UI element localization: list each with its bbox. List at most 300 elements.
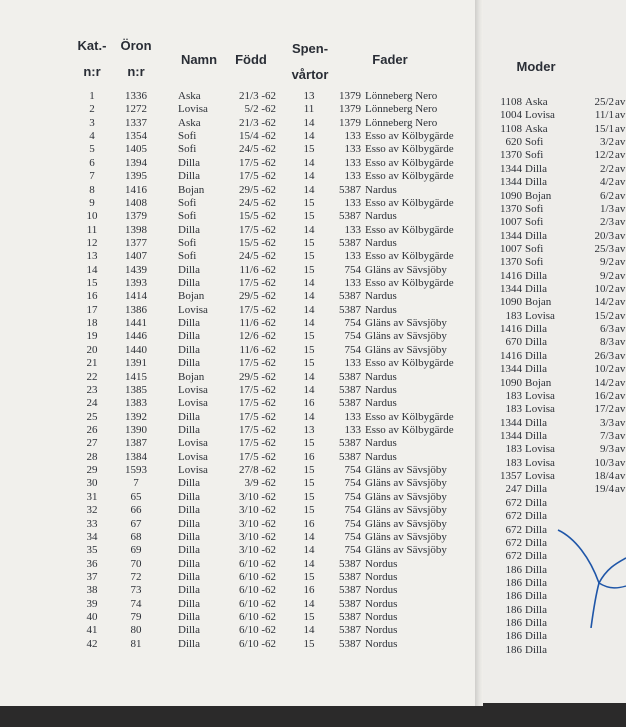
table-row — [0, 117, 476, 130]
cell-fodd: 17/5 -62 — [239, 277, 276, 290]
table-row — [0, 504, 476, 517]
cell-namn: Dilla — [178, 624, 200, 637]
cell-kat: 38 — [86, 584, 98, 597]
cell-spen: 14 — [303, 183, 315, 196]
cell-spen: 14 — [303, 223, 315, 236]
moder-cell-av: av — [615, 443, 626, 456]
moder-cell-av: av — [615, 389, 626, 402]
moder-cell-name: Dilla — [525, 323, 547, 336]
cell-fader: Esso av Kölbygärde — [365, 170, 454, 183]
cell-kat: 33 — [86, 517, 98, 530]
cell-oron: 65 — [130, 490, 142, 503]
cell-spen: 14 — [303, 370, 315, 383]
cell-namn: Dilla — [178, 517, 200, 530]
cell-kat: 1 — [89, 90, 95, 102]
moder-cell-av: av — [615, 336, 626, 349]
cell-namn: Dilla — [178, 557, 200, 570]
cell-kat: 34 — [86, 530, 98, 543]
cell-fader: Nordus — [365, 637, 398, 650]
cell-fader-nr: 133 — [344, 424, 361, 436]
cell-oron: 1337 — [125, 116, 147, 129]
cell-oron: 80 — [130, 624, 142, 637]
cell-fader-nr: 754 — [344, 544, 361, 557]
cell-fader: Nardus — [365, 290, 397, 303]
cell-oron: 7 — [133, 477, 139, 490]
cell-fodd: 29/5 -62 — [239, 183, 276, 196]
moder-cell-date: 9/3 — [599, 443, 614, 456]
cell-oron: 1398 — [125, 223, 147, 236]
moder-cell-date: 6/2 — [599, 189, 614, 202]
cell-fader-nr: 5387 — [339, 183, 361, 196]
moder-cell-name: Sofi — [525, 202, 544, 215]
cell-namn: Dilla — [178, 330, 200, 343]
moder-cell-date: 6/3 — [599, 323, 614, 336]
cell-spen: 15 — [303, 250, 315, 263]
cell-spen: 11 — [303, 103, 315, 116]
cell-namn: Aska — [178, 90, 201, 102]
moder-cell-date: 18/4 — [594, 470, 614, 483]
cell-kat: 24 — [86, 397, 98, 410]
cell-fader: Nordus — [365, 557, 398, 570]
cell-fodd: 15/4 -62 — [239, 130, 276, 143]
moder-cell-date: 12/2 — [594, 149, 614, 162]
moder-cell-name: Dilla — [525, 336, 547, 349]
moder-cell-name: Lovisa — [525, 443, 555, 456]
cell-fader: Gläns av Sävsjöby — [365, 544, 447, 557]
cell-kat: 28 — [86, 450, 98, 463]
moder-cell-name: Dilla — [525, 416, 547, 429]
cell-kat: 16 — [86, 290, 98, 303]
cell-kat: 14 — [86, 263, 98, 276]
moder-cell-name: Lovisa — [525, 389, 555, 402]
moder-cell-nr: 1007 — [500, 216, 522, 229]
moder-cell-date — [584, 630, 614, 643]
moder-cell-date: 26/3 — [594, 349, 614, 362]
cell-kat: 9 — [89, 196, 95, 209]
cell-kat: 25 — [86, 410, 98, 423]
moder-cell-date: 4/2 — [599, 176, 614, 189]
cell-spen: 15 — [303, 330, 315, 343]
cell-oron: 1414 — [125, 290, 147, 303]
cell-namn: Dilla — [178, 597, 200, 610]
table-row — [0, 224, 476, 237]
moder-cell-name: Dilla — [525, 603, 547, 616]
moder-cell-name: Dilla — [525, 550, 547, 563]
table-row — [0, 544, 476, 557]
table-row — [0, 157, 476, 170]
cell-oron: 79 — [130, 611, 142, 624]
cell-spen: 13 — [303, 424, 315, 436]
cell-fader: Gläns av Sävsjöby — [365, 343, 447, 356]
moder-cell-av: av — [615, 323, 626, 336]
cell-fader-nr: 5387 — [339, 290, 361, 303]
cell-namn: Aska — [178, 116, 201, 129]
cell-fader: Esso av Kölbygärde — [365, 424, 454, 436]
moder-cell-av: av — [615, 122, 626, 135]
cell-fader-nr: 133 — [344, 410, 361, 423]
moder-cell-av: av — [615, 269, 626, 282]
cell-fodd: 11/6 -62 — [239, 263, 276, 276]
cell-namn: Dilla — [178, 477, 200, 490]
cell-oron: 1390 — [125, 424, 147, 436]
moder-cell-name: Aska — [525, 96, 548, 108]
moder-cell-date: 10/2 — [594, 363, 614, 376]
cell-namn: Sofi — [178, 236, 197, 249]
table-row — [0, 357, 476, 370]
table-row — [0, 384, 476, 397]
cell-fodd: 21/3 -62 — [239, 90, 276, 102]
cell-namn: Dilla — [178, 570, 200, 583]
moder-cell-nr: 183 — [505, 456, 522, 469]
moder-cell-name: Dilla — [525, 643, 547, 656]
cell-oron: 1379 — [125, 210, 147, 223]
cell-namn: Dilla — [178, 156, 200, 169]
cell-fodd: 6/10 -62 — [239, 624, 276, 637]
cell-fodd: 24/5 -62 — [239, 196, 276, 209]
moder-cell-nr: 672 — [505, 536, 522, 549]
moder-cell-nr: 1344 — [500, 430, 522, 442]
cell-spen: 14 — [303, 410, 315, 423]
cell-fader-nr: 754 — [344, 343, 361, 356]
header-spen-line2: vårtor — [291, 67, 329, 82]
cell-fader-nr: 5387 — [339, 611, 361, 624]
moder-cell-av: av — [615, 109, 626, 122]
header-kat-line1: Kat.- — [77, 38, 107, 53]
moder-cell-name: Dilla — [525, 349, 547, 362]
moder-cell-av: av — [615, 189, 626, 202]
cell-kat: 31 — [86, 490, 98, 503]
header-kat — [72, 33, 112, 85]
moder-cell-av: av — [615, 483, 626, 496]
moder-cell-nr: 670 — [505, 336, 522, 349]
cell-spen: 14 — [303, 156, 315, 169]
moder-cell-date: 7/3 — [599, 430, 614, 442]
moder-cell-nr: 1344 — [500, 229, 522, 242]
moder-cell-nr: 1370 — [500, 149, 522, 162]
cell-kat: 27 — [86, 437, 98, 450]
cell-namn: Dilla — [178, 544, 200, 557]
cell-oron: 81 — [130, 637, 142, 650]
table-row — [0, 277, 476, 290]
cell-fader: Gläns av Sävsjöby — [365, 464, 447, 477]
cell-fader-nr: 754 — [344, 477, 361, 490]
cell-kat: 40 — [86, 611, 98, 624]
cell-fodd: 3/10 -62 — [239, 504, 276, 517]
cell-kat: 20 — [86, 343, 98, 356]
cell-fodd: 27/8 -62 — [239, 464, 276, 477]
moder-cell-name: Dilla — [525, 283, 547, 296]
cell-namn: Dilla — [178, 357, 200, 370]
moder-cell-date — [584, 497, 614, 510]
table-row — [0, 197, 476, 210]
cell-oron: 1336 — [125, 90, 147, 102]
cell-oron: 67 — [130, 517, 142, 530]
moder-cell-nr: 1344 — [500, 363, 522, 376]
cell-spen: 16 — [303, 397, 315, 410]
cell-fader-nr: 754 — [344, 530, 361, 543]
cell-fader: Esso av Kölbygärde — [365, 143, 454, 156]
cell-oron: 74 — [130, 597, 142, 610]
table-row — [0, 344, 476, 357]
cell-kat: 36 — [86, 557, 98, 570]
moder-cell-nr: 183 — [505, 389, 522, 402]
moder-cell-date: 17/2 — [594, 403, 614, 416]
cell-fodd: 6/10 -62 — [239, 557, 276, 570]
cell-oron: 70 — [130, 557, 142, 570]
moder-cell-date: 25/2 — [594, 96, 614, 108]
cell-fader: Gläns av Sävsjöby — [365, 504, 447, 517]
moder-cell-date: 3/2 — [599, 136, 614, 149]
table-row — [0, 638, 476, 651]
moder-cell-name: Lovisa — [525, 403, 555, 416]
cell-namn: Dilla — [178, 584, 200, 597]
moder-cell-name: Sofi — [525, 216, 544, 229]
moder-cell-nr: 1416 — [500, 269, 522, 282]
table-row — [0, 558, 476, 571]
cell-fader: Esso av Kölbygärde — [365, 156, 454, 169]
cell-oron: 1354 — [125, 130, 147, 143]
cell-fodd: 6/10 -62 — [239, 611, 276, 624]
moder-cell-nr: 1416 — [500, 349, 522, 362]
table-row — [0, 624, 476, 637]
cell-oron: 1386 — [125, 303, 147, 316]
moder-cell-nr: 183 — [505, 443, 522, 456]
moder-cell-name: Dilla — [525, 523, 547, 536]
moder-cell-name: Dilla — [525, 563, 547, 576]
cell-fader: Esso av Kölbygärde — [365, 196, 454, 209]
cell-fodd: 17/5 -62 — [239, 437, 276, 450]
cell-namn: Lovisa — [178, 103, 208, 116]
moder-cell-name: Dilla — [525, 496, 547, 509]
moder-cell-name: Aska — [525, 122, 548, 135]
cell-fader: Esso av Kölbygärde — [365, 130, 454, 143]
cell-fader-nr: 133 — [344, 130, 361, 143]
moder-cell-av: av — [615, 416, 626, 429]
cell-kat: 7 — [89, 170, 95, 183]
cell-oron: 1393 — [125, 277, 147, 290]
cell-fader-nr: 5387 — [339, 584, 361, 597]
moder-cell-av: av — [615, 229, 626, 242]
header-spen-line1: Spen- — [291, 41, 329, 56]
moder-cell-name: Bojan — [525, 189, 552, 202]
cell-namn: Bojan — [178, 290, 205, 303]
cell-spen: 14 — [303, 116, 315, 129]
cell-fader-nr: 754 — [344, 263, 361, 276]
moder-cell-nr: 1090 — [500, 376, 522, 389]
cell-namn: Dilla — [178, 170, 200, 183]
cell-oron: 1272 — [125, 103, 147, 116]
cell-fodd: 3/10 -62 — [239, 490, 276, 503]
cell-namn: Bojan — [178, 370, 205, 383]
table-row — [0, 598, 476, 611]
table-row — [0, 237, 476, 250]
cell-namn: Dilla — [178, 504, 200, 517]
moder-cell-date: 10/2 — [594, 283, 614, 296]
table-row — [0, 518, 476, 531]
cell-fodd: 17/5 -62 — [239, 223, 276, 236]
table-row — [0, 143, 476, 156]
cell-kat: 29 — [86, 464, 98, 477]
cell-fader: Lönneberg Nero — [365, 116, 438, 129]
cell-fader: Nardus — [365, 210, 397, 223]
cell-fodd: 17/5 -62 — [239, 303, 276, 316]
cell-fader: Gläns av Sävsjöby — [365, 477, 447, 490]
cell-fodd: 17/5 -62 — [239, 357, 276, 370]
cell-fader-nr: 133 — [344, 357, 361, 370]
moder-cell-nr: 1416 — [500, 323, 522, 336]
cell-oron: 1416 — [125, 183, 147, 196]
table-row — [0, 210, 476, 223]
cell-fader: Nardus — [365, 383, 397, 396]
cell-namn: Sofi — [178, 250, 197, 263]
moder-cell-nr: 186 — [505, 590, 522, 603]
moder-cell-nr: 186 — [505, 643, 522, 656]
table-row — [0, 250, 476, 263]
moder-cell-name: Lovisa — [525, 309, 555, 322]
cell-kat: 12 — [86, 236, 98, 249]
cell-fader-nr: 5387 — [339, 397, 361, 410]
cell-oron: 1439 — [125, 263, 147, 276]
moder-cell-nr: 247 — [505, 483, 522, 496]
moder-cell-av: av — [615, 376, 626, 389]
cell-fodd: 17/5 -62 — [239, 170, 276, 183]
cell-fader: Nardus — [365, 370, 397, 383]
cell-kat: 4 — [89, 130, 95, 143]
cell-fader: Nordus — [365, 624, 398, 637]
cell-fader-nr: 133 — [344, 156, 361, 169]
cell-fodd: 24/5 -62 — [239, 143, 276, 156]
cell-kat: 22 — [86, 370, 98, 383]
table-row — [0, 103, 476, 116]
cell-fader-nr: 754 — [344, 490, 361, 503]
cell-kat: 11 — [86, 223, 98, 236]
moder-cell-name: Dilla — [525, 483, 547, 496]
moder-cell-nr: 620 — [505, 136, 522, 149]
cell-namn: Dilla — [178, 424, 200, 436]
moder-cell-av: av — [615, 470, 626, 483]
cell-namn: Sofi — [178, 196, 197, 209]
cell-spen: 16 — [303, 517, 315, 530]
cell-fodd: 12/6 -62 — [239, 330, 276, 343]
cell-kat: 32 — [86, 504, 98, 517]
cell-kat: 2 — [89, 103, 95, 116]
moder-cell-date: 2/2 — [599, 162, 614, 175]
cell-fader-nr: 5387 — [339, 383, 361, 396]
moder-cell-date: 8/3 — [599, 336, 614, 349]
cell-fader-nr: 5387 — [339, 303, 361, 316]
cell-fader-nr: 5387 — [339, 437, 361, 450]
cell-oron: 1408 — [125, 196, 147, 209]
table-row — [0, 584, 476, 597]
moder-cell-nr: 1344 — [500, 162, 522, 175]
table-row — [0, 90, 476, 103]
cell-spen: 15 — [303, 464, 315, 477]
moder-cell-name: Dilla — [525, 162, 547, 175]
moder-cell-av: av — [615, 456, 626, 469]
cell-oron: 1383 — [125, 397, 147, 410]
table-row — [0, 170, 476, 183]
cell-fodd: 6/10 -62 — [239, 570, 276, 583]
moder-cell-av: av — [615, 242, 626, 255]
moder-cell-name: Sofi — [525, 256, 544, 269]
table-row — [0, 411, 476, 424]
cell-kat: 3 — [89, 116, 95, 129]
moder-cell-name: Lovisa — [525, 456, 555, 469]
cell-namn: Dilla — [178, 611, 200, 624]
moder-cell-nr: 1090 — [500, 189, 522, 202]
moder-cell-nr: 186 — [505, 617, 522, 630]
moder-cell-name: Lovisa — [525, 470, 555, 483]
header-namn: Namn — [180, 52, 218, 67]
moder-cell-av: av — [615, 149, 626, 162]
cell-spen: 14 — [303, 383, 315, 396]
cell-oron: 1593 — [125, 464, 147, 477]
cell-fader-nr: 5387 — [339, 624, 361, 637]
cell-fodd: 17/5 -62 — [239, 424, 276, 436]
cell-namn: Dilla — [178, 223, 200, 236]
cell-kat: 35 — [86, 544, 98, 557]
cell-kat: 42 — [86, 637, 98, 650]
cell-spen: 16 — [303, 450, 315, 463]
cell-fodd: 17/5 -62 — [239, 410, 276, 423]
moder-cell-name: Dilla — [525, 269, 547, 282]
cell-fader-nr: 5387 — [339, 557, 361, 570]
moder-cell-nr: 1108 — [500, 122, 522, 135]
cell-spen: 15 — [303, 210, 315, 223]
cell-oron: 1394 — [125, 156, 147, 169]
cell-fader-nr: 133 — [344, 143, 361, 156]
cell-oron: 1384 — [125, 450, 147, 463]
moder-cell-date: 2/3 — [599, 216, 614, 229]
cell-oron: 1440 — [125, 343, 147, 356]
moder-cell-name: Sofi — [525, 136, 544, 149]
moder-cell-date: 11/1 — [594, 109, 614, 122]
moder-cell-date: 20/3 — [594, 229, 614, 242]
table-row — [0, 371, 476, 384]
cell-spen: 15 — [303, 263, 315, 276]
cell-namn: Dilla — [178, 263, 200, 276]
cell-fader-nr: 5387 — [339, 236, 361, 249]
moder-cell-nr: 1344 — [500, 416, 522, 429]
cell-oron: 1446 — [125, 330, 147, 343]
cell-spen: 15 — [303, 570, 315, 583]
cell-oron: 1407 — [125, 250, 147, 263]
cell-fodd: 24/5 -62 — [239, 250, 276, 263]
cell-fader: Nardus — [365, 437, 397, 450]
cell-fader: Nordus — [365, 611, 398, 624]
cell-fodd: 3/10 -62 — [239, 530, 276, 543]
cell-fodd: 29/5 -62 — [239, 370, 276, 383]
cell-fodd: 15/5 -62 — [239, 210, 276, 223]
header-fodd: Född — [235, 52, 267, 67]
moder-cell-name: Sofi — [525, 149, 544, 162]
cell-spen: 14 — [303, 277, 315, 290]
table-row — [0, 317, 476, 330]
cell-spen: 14 — [303, 130, 315, 143]
cell-kat: 17 — [86, 303, 98, 316]
cell-fader: Lönneberg Nero — [365, 90, 438, 102]
moder-cell-nr: 1370 — [500, 202, 522, 215]
table-row — [0, 264, 476, 277]
moder-cell-date — [584, 644, 614, 657]
cell-fodd: 15/5 -62 — [239, 236, 276, 249]
cell-kat: 18 — [86, 317, 98, 330]
cell-fader: Nardus — [365, 397, 397, 410]
cell-namn: Dilla — [178, 410, 200, 423]
cell-spen: 14 — [303, 303, 315, 316]
cell-fader-nr: 1379 — [339, 90, 361, 102]
cell-namn: Dilla — [178, 343, 200, 356]
